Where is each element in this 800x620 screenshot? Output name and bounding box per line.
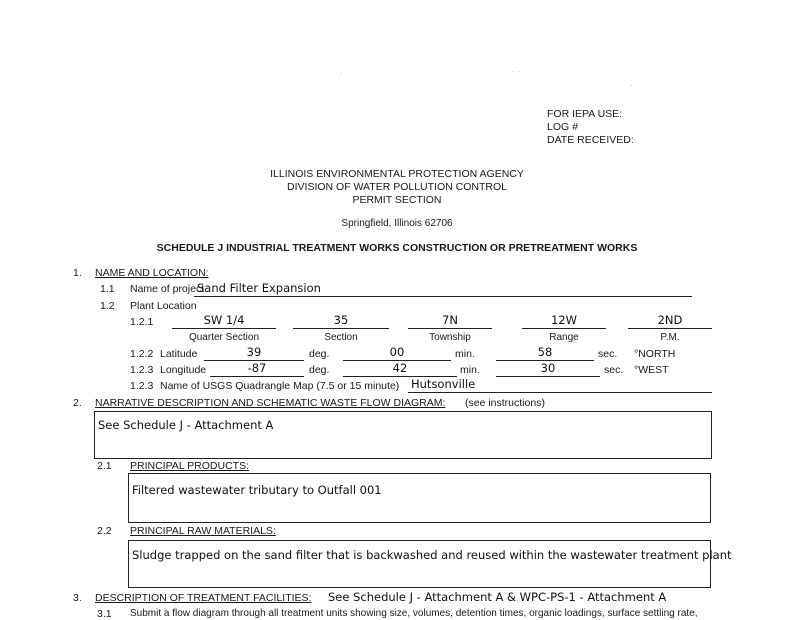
item-number: 1.2	[100, 300, 115, 312]
division-name: DIVISION OF WATER POLLUTION CONTROL	[287, 181, 507, 193]
section-note: (see instructions)	[465, 397, 545, 409]
iepa-use-label: FOR IEPA USE:	[547, 108, 623, 120]
longitude-min-field[interactable]: 42	[392, 361, 408, 375]
underline	[522, 328, 606, 329]
item-number: 1.2.2	[130, 348, 154, 360]
underline	[496, 376, 600, 377]
item-number: 2.1	[97, 460, 112, 472]
sec-label: sec.	[598, 348, 618, 360]
item-number: 1.2.3	[130, 364, 154, 376]
item-number: 3.1	[97, 608, 112, 620]
item-number: 1.1	[100, 283, 115, 295]
item-number: 2.2	[97, 525, 112, 537]
section-number: 2.	[73, 397, 82, 409]
deg-label: deg.	[309, 364, 330, 376]
section-name: PERMIT SECTION	[352, 194, 442, 206]
date-received-label: DATE RECEIVED:	[547, 134, 634, 146]
min-label: min.	[455, 348, 475, 360]
principal-products-box[interactable]	[128, 473, 711, 523]
treatment-facilities-field[interactable]: See Schedule J - Attachment A & WPC-PS-1 - Attachment A	[328, 590, 667, 604]
quarter-section-caption: Quarter Section	[188, 332, 260, 343]
longitude-deg-field[interactable]: -87	[247, 361, 267, 375]
section-title: DESCRIPTION OF TREATMENT FACILITIES:	[95, 592, 312, 604]
scan-speck: ·	[340, 68, 343, 78]
township-caption: Township	[429, 332, 471, 343]
section-title: NAME AND LOCATION:	[95, 267, 209, 279]
underline	[628, 328, 712, 329]
range-caption: Range	[549, 332, 579, 343]
deg-label: deg.	[309, 348, 330, 360]
principal-products-field: Filtered wastewater tributary to Outfall 001	[132, 483, 382, 497]
latitude-deg-field[interactable]: 39	[246, 345, 262, 359]
section-title: NARRATIVE DESCRIPTION AND SCHEMATIC WASTE FLOW DIAGRAM:	[95, 397, 446, 409]
iepa-use-block	[547, 108, 634, 147]
longitude-direction: °WEST	[634, 364, 669, 376]
principal-products-title: PRINCIPAL PRODUCTS:	[130, 460, 250, 472]
underline	[408, 328, 492, 329]
item-number: 1.2.3	[130, 380, 154, 392]
latitude-label: Latitude	[160, 348, 198, 360]
narrative-box[interactable]	[94, 411, 712, 459]
narrative-field: See Schedule J - Attachment A	[98, 418, 274, 432]
project-name-label: Name of project	[130, 283, 205, 295]
section-number: 1.	[73, 267, 82, 279]
longitude-label: Longitude	[160, 364, 207, 376]
pm-field[interactable]: 2ND	[657, 313, 683, 327]
township-field[interactable]: 7N	[442, 313, 458, 327]
section-caption: Section	[324, 332, 358, 343]
flow-diagram-instruction: Submit a flow diagram through all treatment units showing size, volumes, detention times, organic loadings, surface settling rate,	[130, 608, 698, 619]
quarter-section-field[interactable]: SW 1/4	[203, 313, 245, 327]
range-field[interactable]: 12W	[550, 313, 577, 327]
agency-header	[200, 168, 594, 207]
longitude-sec-field[interactable]: 30	[540, 361, 556, 375]
usgs-map-field[interactable]: Hutsonville	[411, 377, 476, 391]
pm-caption: P.M.	[660, 332, 680, 343]
latitude-sec-field[interactable]: 58	[537, 345, 553, 359]
underline	[172, 328, 276, 329]
underline	[293, 328, 389, 329]
project-name-field[interactable]: Sand Filter Expansion	[197, 281, 321, 295]
min-label: min.	[460, 364, 480, 376]
latitude-min-field[interactable]: 00	[389, 345, 405, 359]
schedule-title: SCHEDULE J INDUSTRIAL TREATMENT WORKS CONSTRUCTION OR PRETREATMENT WORKS	[156, 242, 638, 254]
underline	[194, 296, 692, 297]
agency-name: ILLINOIS ENVIRONMENTAL PROTECTION AGENCY	[270, 168, 524, 180]
raw-materials-field: Sludge trapped on the sand filter that is backwashed and reused within the wastewater treatment plant	[132, 548, 732, 562]
raw-materials-title: PRINCIPAL RAW MATERIALS:	[130, 525, 276, 537]
agency-address: Springfield, Illinois 62706	[341, 218, 453, 229]
item-number: 1.2.1	[130, 316, 154, 328]
plant-location-label: Plant Location	[130, 300, 197, 312]
section-number: 3.	[73, 592, 82, 604]
usgs-map-label: Name of USGS Quadrangle Map (7.5 or 15 minute)	[160, 380, 400, 392]
latitude-direction: °NORTH	[634, 348, 676, 360]
log-number-label: LOG #	[547, 121, 578, 133]
raw-materials-box[interactable]	[128, 540, 732, 588]
underline	[210, 376, 304, 377]
section-field[interactable]: 35	[333, 313, 349, 327]
underline	[408, 392, 712, 393]
scan-speck: · ·	[512, 66, 521, 76]
sec-label: sec.	[604, 364, 624, 376]
scan-speck: ·	[630, 80, 633, 90]
